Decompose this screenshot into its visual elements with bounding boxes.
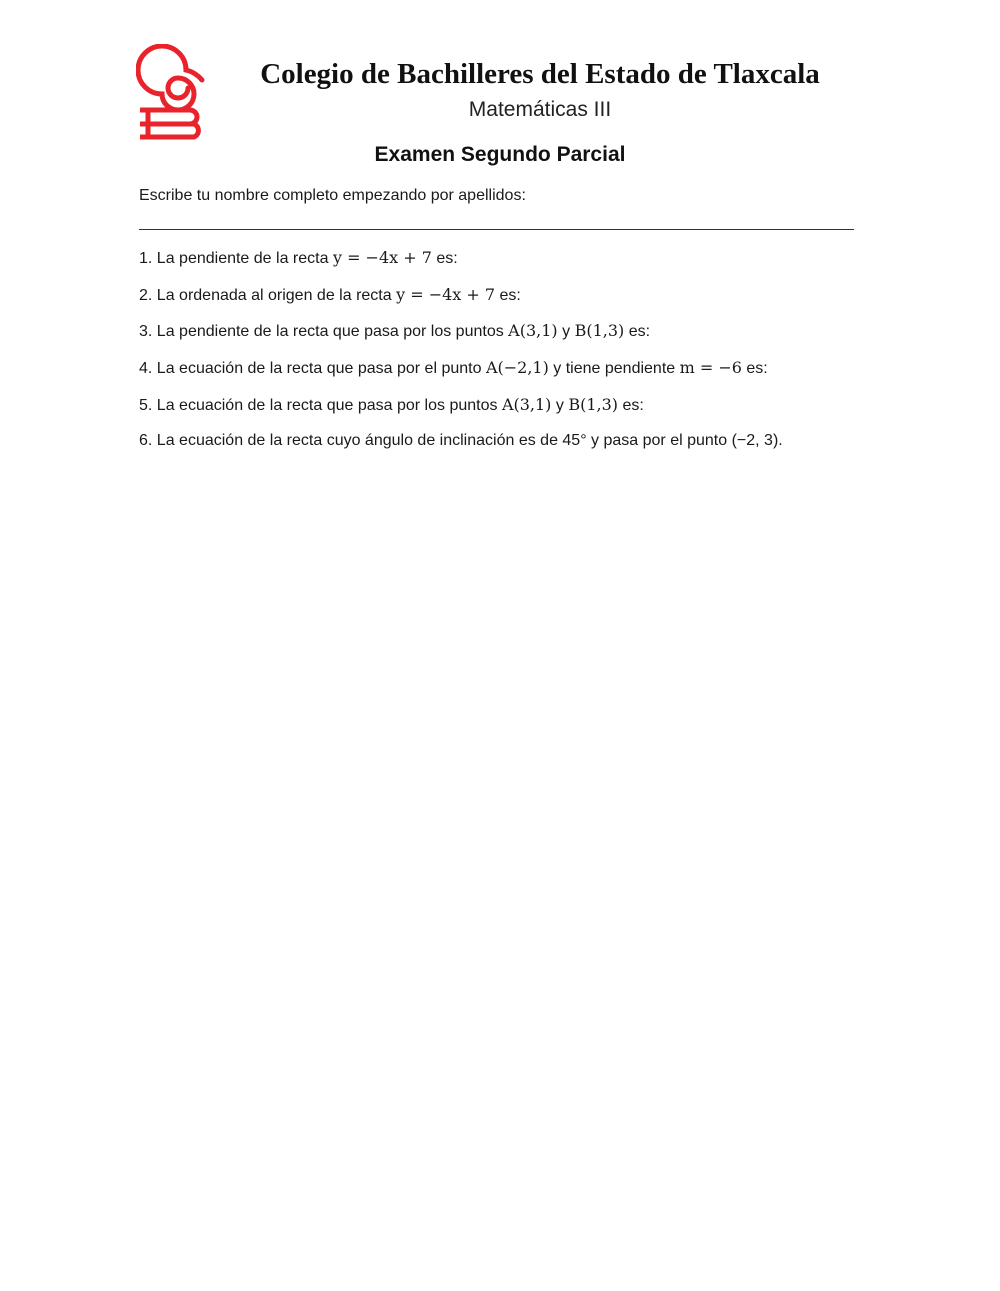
- subject-title: Matemáticas III: [468, 98, 612, 121]
- question-text: La pendiente de la recta que pasa por los puntos: [156, 323, 504, 340]
- question-text: La pendiente de la recta: [156, 250, 329, 267]
- question-text: La ecuación de la recta que pasa por el punto: [156, 360, 482, 377]
- point-b: B(1,3): [574, 321, 625, 340]
- point-a: A(3,1): [501, 395, 552, 414]
- question-number: 5.: [139, 397, 153, 414]
- question-text: La ecuación de la recta cuyo ángulo de inclinación es de 45° y pasa por el punto (−2, 3).: [156, 432, 783, 449]
- question-number: 6.: [139, 432, 153, 449]
- question-5: [139, 395, 644, 415]
- question-4: [139, 358, 768, 378]
- question-suffix: es:: [628, 323, 651, 340]
- question-2: [139, 285, 521, 305]
- question-suffix: es:: [436, 250, 458, 267]
- exam-title: Examen Segundo Parcial: [374, 143, 626, 166]
- name-answer-line[interactable]: [139, 229, 854, 230]
- connector: y: [562, 323, 571, 340]
- connector: y: [555, 397, 564, 414]
- cobat-logo: [136, 44, 210, 140]
- question-math: y = −4x + 7: [396, 285, 496, 304]
- point-a: A(3,1): [508, 321, 558, 340]
- point-a: A(−2,1): [485, 358, 549, 377]
- question-number: 1.: [139, 250, 153, 267]
- question-middle: y tiene pendiente: [553, 360, 676, 377]
- question-text: La ecuación de la recta que pasa por los puntos: [156, 397, 498, 414]
- school-name: Colegio de Bachilleres del Estado de Tlaxcala: [260, 58, 820, 90]
- question-suffix: es:: [499, 287, 521, 304]
- slope-value: m = −6: [679, 358, 742, 377]
- question-suffix: es:: [746, 360, 768, 377]
- question-3: [139, 321, 650, 341]
- point-b: B(1,3): [568, 395, 619, 414]
- question-1: [139, 248, 458, 268]
- question-number: 4.: [139, 360, 153, 377]
- question-suffix: es:: [622, 397, 644, 414]
- question-text: La ordenada al origen de la recta: [156, 287, 392, 304]
- question-6: [139, 432, 783, 450]
- question-number: 2.: [139, 287, 153, 304]
- question-number: 3.: [139, 323, 153, 340]
- question-math: y = −4x + 7: [332, 248, 432, 267]
- name-prompt: Escribe tu nombre completo empezando por apellidos:: [139, 187, 526, 204]
